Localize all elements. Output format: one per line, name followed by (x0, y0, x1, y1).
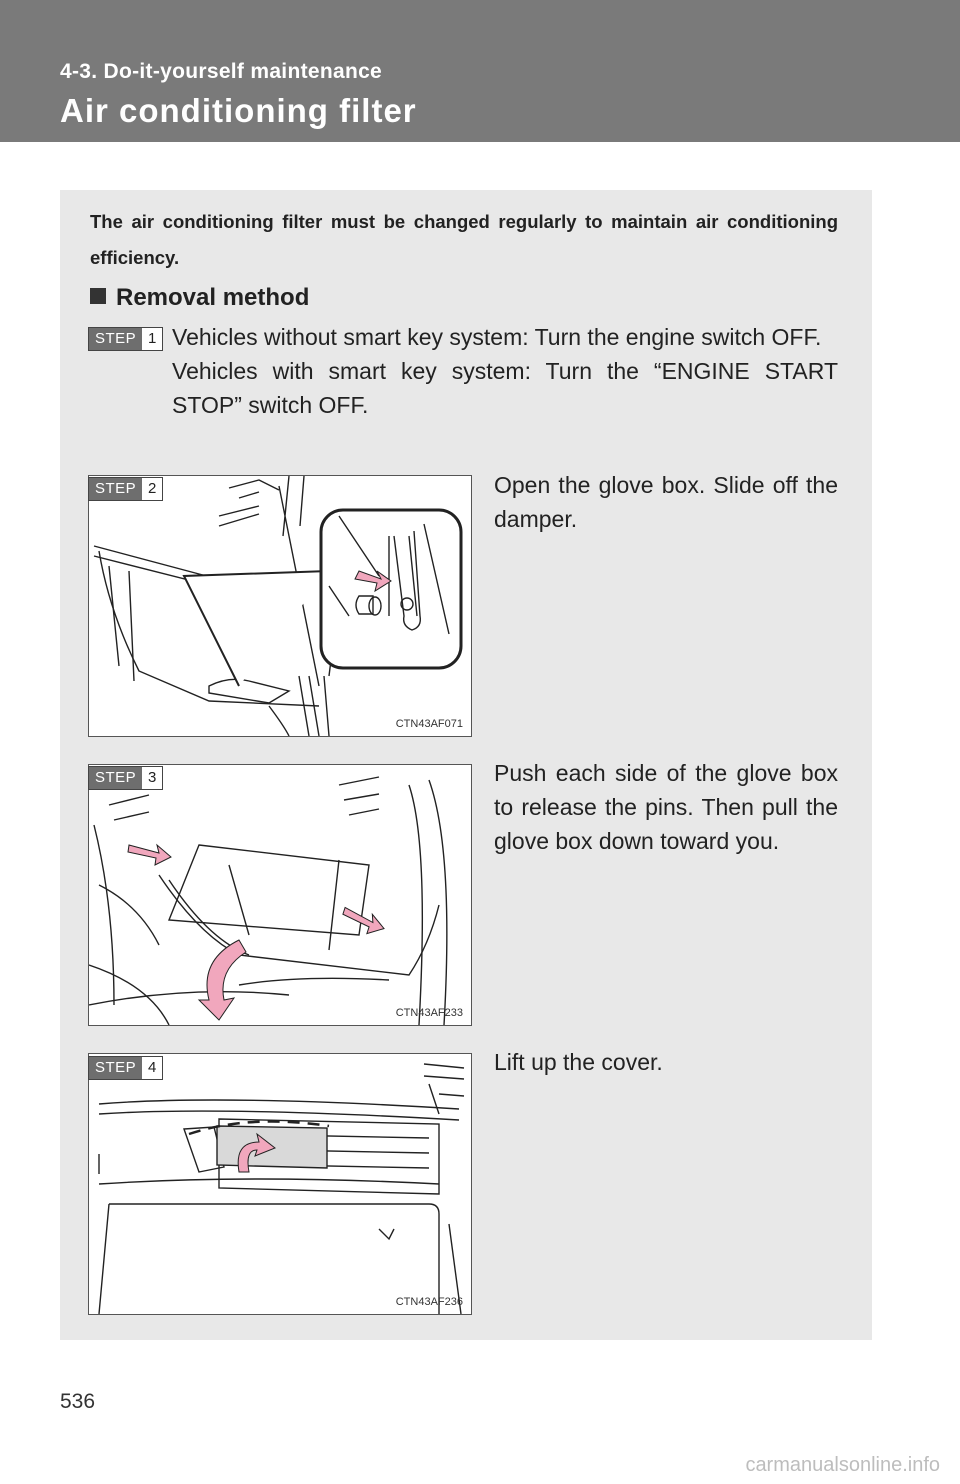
step-2-text: Open the glove box. Slide off the damper. (494, 472, 838, 532)
step-4-text: Lift up the cover. (494, 1049, 663, 1075)
step-number: 2 (148, 480, 157, 497)
step-number: 3 (148, 769, 157, 786)
page-number: 536 (60, 1390, 96, 1413)
step-word: STEP (89, 767, 142, 789)
step-1-tag (88, 327, 163, 351)
section-label: 4-3. Do-it-yourself maintenance (60, 60, 383, 83)
step-word: STEP (89, 328, 142, 350)
step-number: 1 (148, 330, 157, 347)
step-2-figure (88, 475, 472, 737)
step-2-tag (88, 477, 163, 501)
step-3-figure (88, 764, 472, 1026)
subheading (90, 284, 309, 312)
figure-code: CTN43AF071 (395, 718, 463, 730)
step-3-tag (88, 766, 163, 790)
glove-box-damper-illustration (89, 476, 472, 737)
step-word: STEP (89, 478, 142, 500)
glove-box-release-illustration (89, 765, 472, 1026)
intro-text: The air conditioning filter must be changed regularly to maintain air conditioning efficiency. (90, 211, 838, 268)
step-1-line-1: Vehicles without smart key system: Turn the engine switch OFF. (172, 324, 822, 350)
step-number: 4 (148, 1059, 157, 1076)
step-word: STEP (89, 1057, 142, 1079)
figure-code: CTN43AF233 (395, 1007, 463, 1019)
step-1-line-2: Vehicles with smart key system: Turn the “ENGINE START STOP” switch OFF. (172, 358, 838, 418)
square-bullet-icon (90, 288, 106, 304)
figure-code: CTN43AF236 (395, 1296, 463, 1308)
watermark: carmanualsonline.info (745, 1454, 940, 1476)
step-1-text (172, 320, 838, 422)
subheading-label: Removal method (116, 284, 310, 311)
step-4-tag (88, 1056, 163, 1080)
step-3-text: Push each side of the glove box to release the pins. Then pull the glove box down toward you. (494, 760, 838, 854)
page-title: Air conditioning filter (60, 92, 417, 129)
step-4-figure (88, 1053, 472, 1315)
header-bar (0, 0, 960, 142)
cover-lift-illustration (89, 1054, 472, 1315)
